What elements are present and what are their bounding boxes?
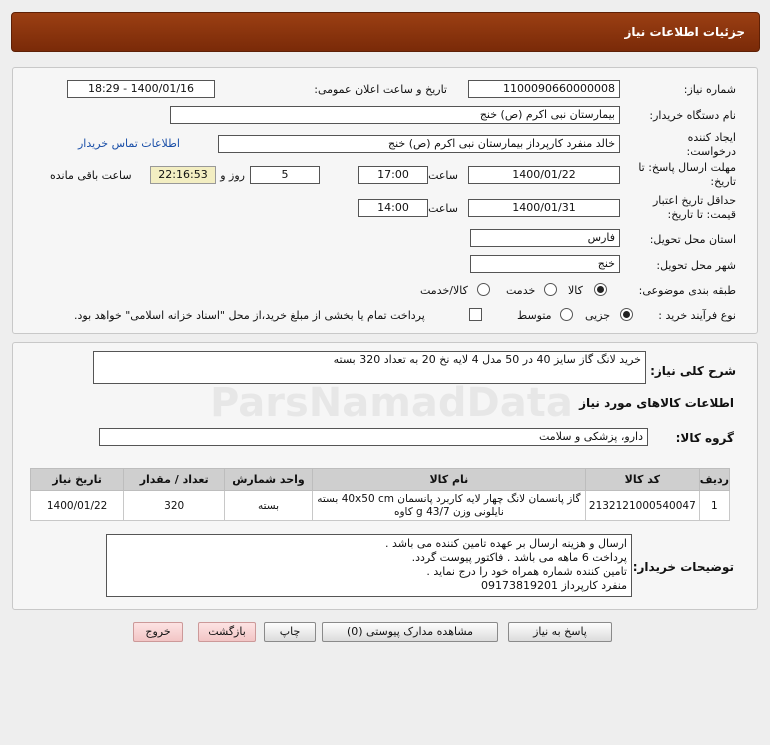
row-qty: 320 [124,491,225,521]
row-unit: بسته [225,491,313,521]
contact-info-link[interactable]: اطلاعات تماس خریدار [78,137,180,150]
notes-line: منفرد کارپرداز 09173819201 [480,579,627,592]
category-radio-service[interactable] [544,283,557,296]
process-radio-minor[interactable] [620,308,633,321]
summary-label: شرح کلی نیاز: [650,364,736,378]
page-title: جزئیات اطلاعات نیاز [624,25,745,39]
validity-label: حداقل تاریخ اعتبار قیمت: تا تاریخ: [652,194,736,221]
buyer-notes-field [106,534,632,597]
row-name: گاز پانسمان لانگ چهار لایه کاربرد پانسمان 40x50 cm بسته نایلونی وزن 43/7 g کاوه [312,491,585,521]
province-field: فارس [470,229,620,247]
col-header-date: تاریخ نیاز [31,469,124,491]
goods-group-label: گروه کالا: [675,431,734,445]
col-header-name: نام کالا [312,469,585,491]
page-header [11,12,760,52]
print-button[interactable]: چاپ [264,622,316,642]
category-option-both: کالا/خدمت [420,284,468,297]
category-option-service: خدمت [506,284,536,297]
deadline-time-field: 17:00 [358,166,428,184]
notes-line: پرداخت 6 ماهه می باشد . فاکتور پیوست گردد. [411,551,627,564]
need-number-label: شماره نیاز: [683,83,736,96]
table-row [31,491,730,521]
deadline-label: مهلت ارسال پاسخ: تا تاریخ: [638,161,736,188]
city-field: خنج [470,255,620,273]
need-number-field: 1100090660000008 [468,80,620,98]
back-button[interactable]: بازگشت [198,622,256,642]
notes-line: تامین کننده شماره همراه خود را درج نماید . [426,565,627,578]
col-header-code: کد کالا [585,469,699,491]
notes-line: ارسال و هزینه ارسال بر عهده تامین کننده می باشد . [385,537,627,550]
process-radio-medium[interactable] [560,308,573,321]
deadline-time-label: ساعت [428,169,458,182]
creator-field: خالد منفرد کارپرداز بیمارستان نبی اکرم (ص) خنج [218,135,620,153]
category-label: طبقه بندی موضوعی: [638,284,736,297]
summary-text: خرید لانگ گاز سایز 40 در 50 مدل 4 لایه نخ 20 به تعداد 320 بسته [333,353,641,366]
announce-label: تاریخ و ساعت اعلان عمومی: [314,83,447,96]
goods-group-field: دارو، پزشکی و سلامت [99,428,648,446]
creator-label: ایجاد کننده درخواست: [686,131,736,158]
summary-field [93,351,646,384]
days-label: روز و [220,169,245,182]
category-radio-goods[interactable] [594,283,607,296]
process-option-minor: جزیی [585,309,611,322]
validity-date-field: 1400/01/31 [468,199,620,217]
goods-section-title: اطلاعات کالاهای مورد نیاز [579,396,734,410]
col-header-qty: تعداد / مقدار [124,469,225,491]
reply-button[interactable]: پاسخ به نیاز [508,622,612,642]
buyer-org-label: نام دستگاه خریدار: [649,109,736,122]
row-index: 1 [699,491,729,521]
announce-field: 1400/01/16 - 18:29 [67,80,215,98]
remaining-time-field: 22:16:53 [150,166,216,184]
exit-button[interactable]: خروج [133,622,183,642]
days-remaining-field: 5 [250,166,320,184]
items-table-header [31,469,730,491]
process-option-medium: متوسط [517,309,552,322]
treasury-payment-note: پرداخت تمام یا بخشی از مبلغ خرید،از محل "اسناد خزانه اسلامی" خواهد بود. [74,309,425,322]
buyer-org-field: بیمارستان نبی اکرم (ص) خنج [170,106,620,124]
category-option-goods: کالا [568,284,583,297]
validity-time-label: ساعت [428,202,458,215]
validity-time-field: 14:00 [358,199,428,217]
col-header-index: ردیف [699,469,729,491]
items-table [30,468,730,521]
process-label: نوع فرآیند خرید : [658,309,736,322]
buyer-notes-label: توضیحات خریدار: [632,560,734,574]
province-label: استان محل تحویل: [649,233,736,246]
deadline-date-field: 1400/01/22 [468,166,620,184]
remaining-label: ساعت باقی مانده [50,169,132,182]
category-radio-both[interactable] [477,283,490,296]
row-code: 2132121000540047 [585,491,699,521]
items-table-wrap [30,468,730,521]
col-header-unit: واحد شمارش [225,469,313,491]
treasury-payment-checkbox[interactable] [469,308,482,321]
city-label: شهر محل تحویل: [656,259,736,272]
row-date: 1400/01/22 [31,491,124,521]
attachments-button[interactable]: مشاهده مدارک پیوستی (0) [322,622,498,642]
